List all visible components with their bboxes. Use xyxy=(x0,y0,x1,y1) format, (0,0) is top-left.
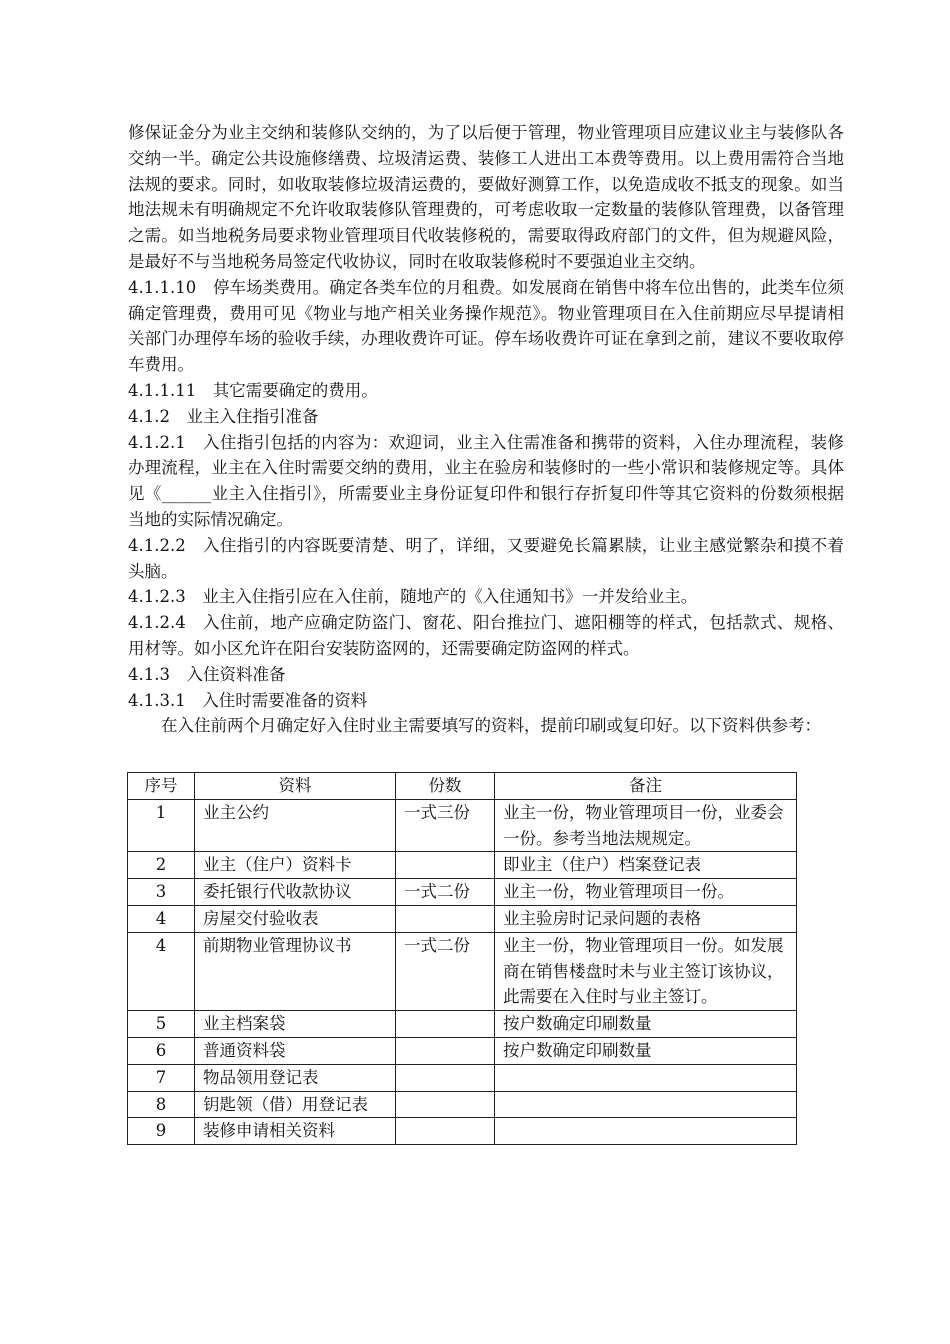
cell-note xyxy=(495,1118,797,1145)
header-copies: 份数 xyxy=(396,773,495,800)
cell-no: 8 xyxy=(128,1091,195,1118)
header-no: 序号 xyxy=(128,773,195,800)
table-row xyxy=(128,852,797,879)
table-intro: 在入住前两个月确定好入住时业主需要填写的资料，提前印刷或复印好。以下资料供参考： xyxy=(161,716,821,736)
header-note: 备注 xyxy=(495,773,797,800)
cell-note: 即业主（住户）档案登记表 xyxy=(495,852,797,879)
cell-copies: 一式三份 xyxy=(396,799,495,852)
cell-copies xyxy=(396,1011,495,1038)
cell-note: 业主验房时记录问题的表格 xyxy=(495,905,797,932)
cell-no: 1 xyxy=(128,799,195,852)
cell-name: 装修申请相关资料 xyxy=(195,1118,396,1145)
paragraph: 修保证金分为业主交纳和装修队交纳的，为了以后便于管理，物业管理项目应建议业主与装修队各交纳一半。确定公共设施修缮费、垃圾清运费、装修工人进出工本费等费用。以上费用需符合当地法规的要求。同时，如收取装修垃圾清运费的，要做好测算工作，以免造成收不抵支的现象。如当地法规未有明确规定不允许收取装修队管理费的，可考虑收取一定数量的装修队管理费，以备管理之需。如当地税务局要求物业管理项目代收装修税的，需要取得政府部门的文件，但为规避风险，是最好不与当地税务局签定代收协议，同时在收取装修税时不要强迫业主交纳。 xyxy=(128,123,844,271)
paragraph: 4.1.2.1 入住指引包括的内容为：欢迎词，业主入住需准备和携带的资料，入住办理流程，装修办理流程，业主在入住时需要交纳的费用，业主在验房和装修时的一些小常识和装修规定等。具体见《______业主入住指引》，所需要业主身份证复印件和银行存折复印件等其它资料的份数须根据当地的实际情况确定。 xyxy=(128,432,844,529)
cell-no: 2 xyxy=(128,852,195,879)
document-body xyxy=(128,120,844,739)
cell-note: 按户数确定印刷数量 xyxy=(495,1011,797,1038)
table-row xyxy=(128,1091,797,1118)
section-heading: 4.1.2 业主入住指引准备 xyxy=(128,406,319,426)
cell-note xyxy=(495,1064,797,1091)
cell-name: 委托银行代收款协议 xyxy=(195,879,396,906)
cell-note: 按户数确定印刷数量 xyxy=(495,1037,797,1064)
cell-name: 物品领用登记表 xyxy=(195,1064,396,1091)
table-row xyxy=(128,1118,797,1145)
cell-no: 9 xyxy=(128,1118,195,1145)
cell-name: 业主（住户）资料卡 xyxy=(195,852,396,879)
subsection-heading: 4.1.3.1 入住时需要准备的资料 xyxy=(128,690,368,710)
table-row xyxy=(128,1064,797,1091)
table-row xyxy=(128,1037,797,1064)
cell-copies xyxy=(396,1091,495,1118)
cell-no: 4 xyxy=(128,905,195,932)
table-row xyxy=(128,799,797,852)
cell-name: 房屋交付验收表 xyxy=(195,905,396,932)
cell-copies xyxy=(396,1037,495,1064)
cell-no: 5 xyxy=(128,1011,195,1038)
cell-no: 3 xyxy=(128,879,195,906)
cell-copies xyxy=(396,1118,495,1145)
table-header-row xyxy=(128,773,797,800)
table-row xyxy=(128,879,797,906)
cell-note: 业主一份，物业管理项目一份。 xyxy=(495,879,797,906)
table-row xyxy=(128,932,797,1010)
materials-table xyxy=(127,772,797,1145)
cell-name: 钥匙领（借）用登记表 xyxy=(195,1091,396,1118)
cell-no: 4 xyxy=(128,932,195,1010)
cell-note: 业主一份，物业管理项目一份。如发展商在销售楼盘时未与业主签订该协议，此需要在入住时与业主签订。 xyxy=(495,932,797,1010)
cell-copies xyxy=(396,905,495,932)
table-row xyxy=(128,905,797,932)
cell-note: 业主一份，物业管理项目一份，业委会一份。参考当地法规规定。 xyxy=(495,799,797,852)
section-heading: 4.1.3 入住资料准备 xyxy=(128,664,286,684)
cell-no: 7 xyxy=(128,1064,195,1091)
paragraph: 4.1.1.10 停车场类费用。确定各类车位的月租费。如发展商在销售中将车位出售的，此类车位须确定管理费，费用可见《物业与地产相关业务操作规范》。物业管理项目在入住前期应尽早提请相关部门办理停车场的验收手续，办理收费许可证。停车场收费许可证在拿到之前，建议不要收取停车费用。 xyxy=(128,277,844,375)
paragraph: 4.1.2.4 入住前，地产应确定防盗门、窗花、阳台推拉门、遮阳棚等的样式，包括款式、规格、用材等。如小区允许在阳台安装防盗网的，还需要确定防盗网的样式。 xyxy=(128,613,844,658)
header-name: 资料 xyxy=(195,773,396,800)
table-row xyxy=(128,1011,797,1038)
cell-copies xyxy=(396,852,495,879)
paragraph: 4.1.2.2 入住指引的内容既要清楚、明了，详细，又要避免长篇累牍，让业主感觉繁杂和摸不着头脑。 xyxy=(128,535,844,581)
paragraph: 4.1.1.11 其它需要确定的费用。 xyxy=(128,380,378,400)
cell-copies: 一式二份 xyxy=(396,932,495,1010)
cell-no: 6 xyxy=(128,1037,195,1064)
cell-name: 业主公约 xyxy=(195,799,396,852)
cell-note xyxy=(495,1091,797,1118)
cell-copies: 一式二份 xyxy=(396,879,495,906)
cell-name: 普通资料袋 xyxy=(195,1037,396,1064)
cell-copies xyxy=(396,1064,495,1091)
cell-name: 业主档案袋 xyxy=(195,1011,396,1038)
cell-name: 前期物业管理协议书 xyxy=(195,932,396,1010)
paragraph: 4.1.2.3 业主入住指引应在入住前，随地产的《入住通知书》一并发给业主。 xyxy=(128,587,698,607)
